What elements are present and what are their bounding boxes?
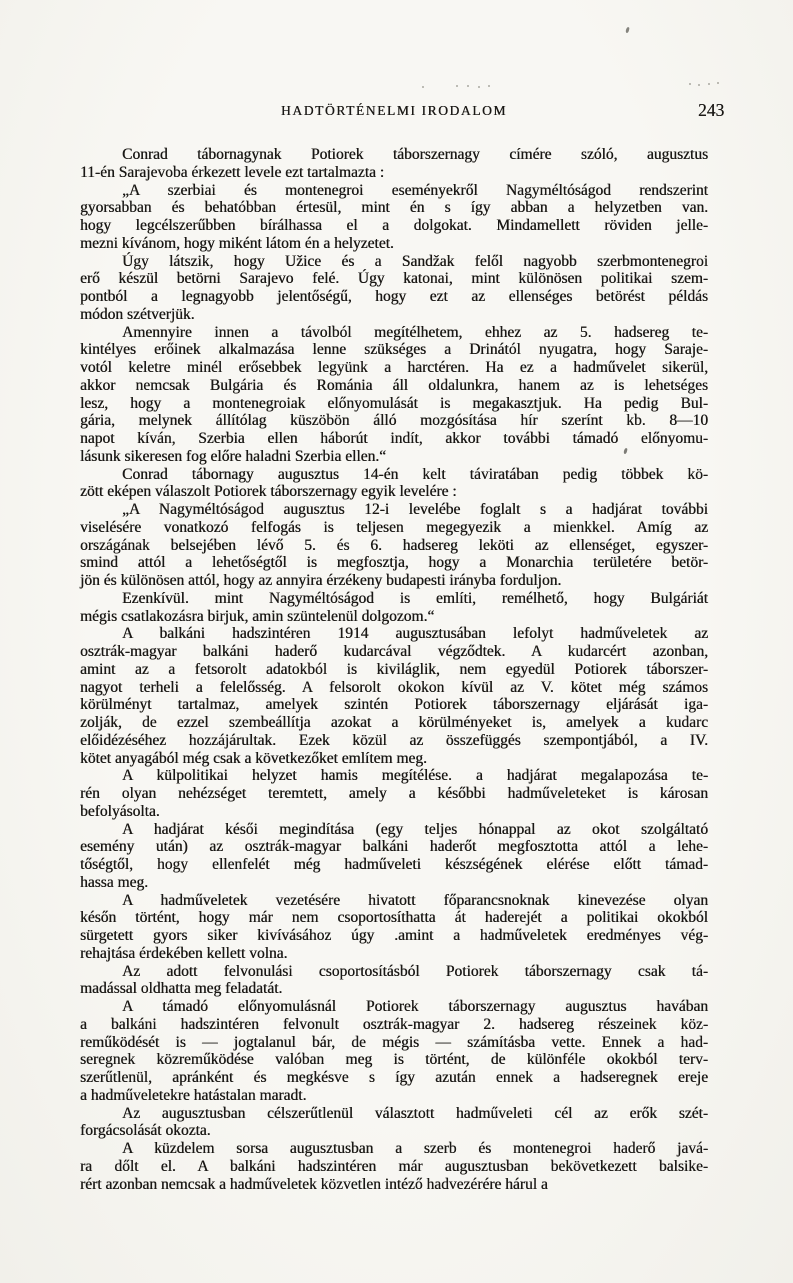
text-line: zött eképen válaszolt Potiorek táborszernagy egyik levelére : bbox=[80, 483, 457, 501]
text-line: „A szerbiai és montenegroi eseményekről Nagyméltóságod rendszerint bbox=[122, 181, 708, 199]
text-line: amint az a fetsorolt adatokból is kiviláglik, nem egyedül Potiorek táborszer- bbox=[80, 660, 708, 678]
text-line: osztrák-magyar balkáni haderő kudarcával végződtek. A kudarcért azonban, bbox=[80, 643, 708, 660]
paragraph bbox=[80, 963, 708, 999]
text-line: sürgetett gyors siker kivívásához úgy .amint a hadműveletek eredményes vég- bbox=[80, 927, 708, 944]
text-line: módon szétverjük. bbox=[80, 305, 195, 323]
text-line: gária, melynek állítólag küszöbön álló mozgósítása hír szerínt kb. 8—10 bbox=[80, 412, 708, 430]
paragraph bbox=[80, 998, 708, 1105]
text-line: rehajtása érdekében kellett volna. bbox=[80, 944, 288, 962]
running-head bbox=[80, 103, 708, 123]
text-line: reműködését is — jogtalanul bár, de mégis — számításba vette. Ennek a had- bbox=[80, 1033, 708, 1051]
text-line: hogy legcélszerűbben bírálhassa el a dolgokat. Mindamellett röviden jelle- bbox=[80, 217, 708, 234]
text-line: gyorsabban és behatóbban értesül, mint én s így abban a helyzetben van. bbox=[80, 199, 708, 217]
text-line: Conrad tábornagynak Potiorek táborszernagy címére szóló, augusztus bbox=[122, 146, 708, 163]
text-line: lesz, hogy a montenegroiak előnyomulását is megakasztjuk. Ha pedig Bul- bbox=[80, 394, 708, 412]
text-line: forgácsolását okozta. bbox=[80, 1122, 211, 1140]
text-line: votól keletre minél erősebbek legyünk a harctéren. Ha ez a hadművelet sikerül, bbox=[80, 359, 708, 376]
scan-speck bbox=[625, 27, 629, 34]
text-line: A hadműveletek vezetésére hivatott főparancsnoknak kinevezése olyan bbox=[122, 891, 708, 909]
text-line: A küzdelem sorsa augusztusban a szerb és montenegroi haderő javá- bbox=[122, 1140, 708, 1157]
text-line: „A Nagyméltóságod augusztus 12-i levelébe foglalt s a hadjárat további bbox=[122, 501, 708, 518]
text-line: rért azonban nemcsak a hadműveletek közvetlen intéző hadvezérére hárul a bbox=[80, 1175, 548, 1193]
text-line: jön és különösen attól, hogy az annyira érzékeny budapesti irányba forduljon. bbox=[80, 572, 562, 589]
text-column bbox=[80, 146, 708, 1193]
text-line: tőségtől, hogy ellenfelét még hadműveleti készségének elérése előtt támad- bbox=[80, 856, 708, 873]
text-line: A külpolitikai helyzet hamis megítélése. a hadjárat megalapozása te- bbox=[122, 767, 708, 785]
text-line: Amennyire innen a távolból megítélhetem, ehhez az 5. hadsereg te- bbox=[122, 323, 708, 341]
text-line: viselésére vonatkozó felfogás is teljesen megegyezik a mienkkel. Amíg az bbox=[80, 518, 708, 536]
paragraph bbox=[80, 625, 708, 767]
paragraph bbox=[80, 182, 708, 253]
text-line: zolják, de ezzel szembeállítja azokat a körülményeket is, amelyek a kudarc bbox=[80, 714, 708, 731]
text-line: pontból a legnagyobb jelentőségű, hogy ezt az ellenséges betörést példás bbox=[80, 288, 708, 305]
scan-speck bbox=[422, 86, 424, 88]
text-line: A hadjárat késői megindítása (egy teljes hónappal az okot szolgáltató bbox=[122, 820, 708, 838]
text-line: lásunk sikeresen fog előre haladni Szerbia ellen.“ bbox=[80, 447, 387, 465]
paragraph bbox=[80, 821, 708, 892]
text-line: Úgy látszik, hogy Užice és a Sandžak felől nagyobb szerbmontenegroi bbox=[122, 252, 708, 270]
text-line: befolyásolta. bbox=[80, 802, 160, 820]
text-line: Conrad tábornagy augusztus 14-én kelt táviratában pedig többek kö- bbox=[122, 465, 708, 483]
text-line: erő készül betörni Sarajevo felé. Úgy katonai, mint különösen politikai szem- bbox=[80, 270, 708, 288]
text-line: a balkáni hadszintéren felvonult osztrák-magyar 2. hadsereg részeinek köz- bbox=[80, 1015, 708, 1033]
text-line: rén olyan nehézséget teremtett, amely a későbbi hadműveleteket is károsan bbox=[80, 785, 708, 802]
text-line: előidézéséhez hozzájárultak. Ezek közül az összefüggés szempontjából, a IV. bbox=[80, 731, 708, 749]
paragraph bbox=[80, 1105, 708, 1141]
paragraph bbox=[80, 324, 708, 466]
text-line: A támadó előnyomulásnál Potiorek táborszernagy augusztus havában bbox=[122, 998, 708, 1015]
paragraph bbox=[80, 253, 708, 324]
text-line: esemény után) az osztrák-magyar balkáni haderőt megfosztotta attól a lehe- bbox=[80, 838, 708, 856]
paragraph bbox=[80, 501, 708, 590]
text-line: kötet anyagából még csak a következőket említem meg. bbox=[80, 749, 427, 767]
text-line: országának belsejében lévő 5. és 6. hadsereg leköti az ellenséget, egyszer- bbox=[80, 536, 708, 554]
page-number: 243 bbox=[698, 100, 725, 120]
text-line: madással oldhatta meg feladatát. bbox=[80, 980, 283, 998]
paragraph bbox=[80, 767, 708, 820]
paragraph bbox=[80, 146, 708, 182]
text-line: kintélyes erőinek alkalmazása lenne szükséges a Drinától nyugatra, hogy Saraje- bbox=[80, 341, 708, 359]
text-line: Ezenkívül. mint Nagyméltóságod is említi, remélhető, hogy Bulgáriát bbox=[122, 589, 708, 607]
scan-speck bbox=[689, 83, 691, 85]
text-line: későn történt, hogy már nem csoportosíthatta át haderejét a politikai okokból bbox=[80, 909, 708, 927]
text-line: körülményt tartalmaz, amelyek szintén Potiorek táborszernagy eljárását iga- bbox=[80, 696, 708, 714]
text-line: seregnek közreműködése valóban meg is történt, de különféle okokból terv- bbox=[80, 1051, 708, 1069]
paragraph bbox=[80, 590, 708, 626]
text-line: 11-én Sarajevoba érkezett levele ezt tartalmazta : bbox=[80, 163, 385, 181]
text-line: mégis csatlakozásra birjuk, amin szüntelenül dolgozom.“ bbox=[80, 607, 435, 625]
text-line: napot kíván, Szerbia ellen háborút indít, akkor további támadó előnyomu- bbox=[80, 430, 708, 447]
text-line: smind attól a lehetőségtől is megfosztja, hogy a Monarchia területére betör- bbox=[80, 554, 708, 572]
text-line: mezni kívánom, hogy miként látom én a helyzetet. bbox=[80, 234, 394, 252]
text-line: hassa meg. bbox=[80, 873, 149, 891]
text-line: Az augusztusban célszerűtlenül választott hadműveleti cél az erők szét- bbox=[122, 1104, 708, 1122]
text-line: Az adott felvonulási csoportosításból Potiorek táborszernagy csak tá- bbox=[122, 962, 708, 980]
text-line: akkor nemcsak Bulgária és Románia áll oldalunkra, hanem az is lehetséges bbox=[80, 376, 708, 394]
paragraph bbox=[80, 466, 708, 502]
text-line: nagyot terheli a felelősség. A felsorolt okokon kívül az V. kötet még számos bbox=[80, 678, 708, 696]
page-title: HADTÖRTÉNELMI IRODALOM bbox=[281, 103, 507, 118]
paragraph bbox=[80, 1140, 708, 1193]
text-line: szerűtlenül, apránként és megkésve s így azután ennek a hadseregnek ereje bbox=[80, 1069, 708, 1086]
text-line: A balkáni hadszintéren 1914 augusztusában lefolyt hadműveletek az bbox=[122, 625, 708, 643]
text-line: ra dőlt el. A balkáni hadszintéren már augusztusban bekövetkezett balsike- bbox=[80, 1157, 708, 1175]
paragraph bbox=[80, 892, 708, 963]
text-line: a hadműveletekre hatástalan maradt. bbox=[80, 1086, 307, 1104]
